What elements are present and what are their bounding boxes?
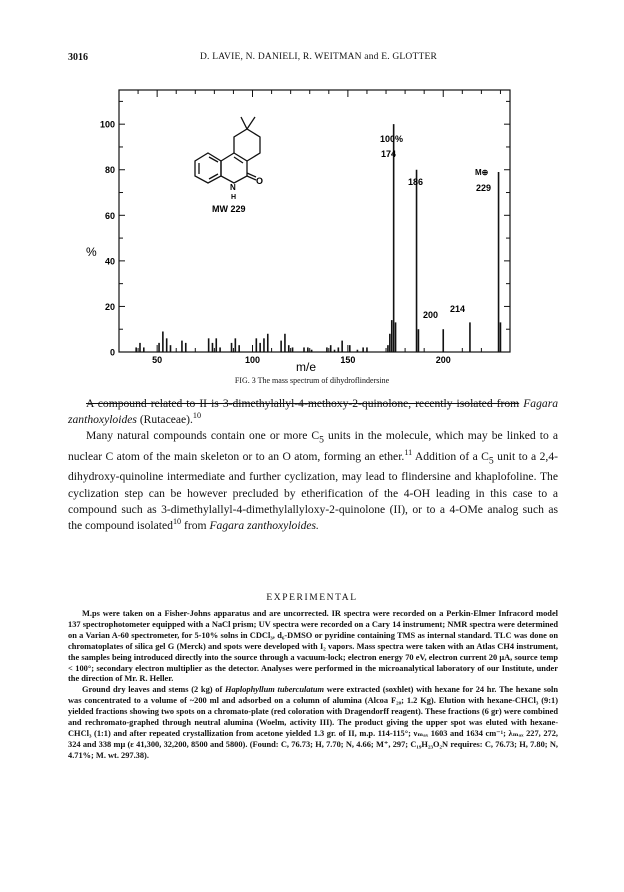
p2-ref2: 10 (172, 517, 182, 527)
y-tick-label: 0 (109, 347, 115, 358)
mass-spectrum-figure (0, 0, 624, 380)
p1-tail: (Rutaceae). (139, 413, 193, 427)
experimental-paragraph-1: M.ps were taken on a Fisher-Johns apparatus and are uncorrected. IR spectra were recorded on a Perkin-Elmer Infracord model 137 spectrophotometer equipped with a NaCl prism; UV spectra were recorded on a Cary 14 instrument; NMR spectra were determined on a Varian A-60 spectrometer, for 5-10% solns in CDCl₃, d₆-DMSO or pyridine containing TMS as internal standard. TLC was done on chromatoplates of silica gel G (Merck) and spots were developed with I₂ vapors. Mass spectra were taken with an Atlas CH4 instrument, the samples being introduced directly into the source through a vacuum-lock; electron energy 70 eV, electron current 20 μA, source temp < 100°; secondary electron multiplier as the detector. Analyses were performed in the microanalytical laboratory of our Institute, under the direction of Mr. R. Heller. (68, 609, 558, 684)
structure-n-label: N (230, 183, 236, 192)
running-head: D. LAVIE, N. DANIELI, R. WEITMAN and E. GLOTTER (200, 52, 438, 62)
x-axis-ticks (138, 90, 500, 365)
y-tick-label: 20 (104, 301, 115, 312)
x-tick-label: 150 (340, 355, 356, 365)
peak-229-ion-label: M⊕ (475, 168, 489, 177)
structure-o-label: O (256, 176, 264, 186)
p2-text-d: unit to a 2,4-dihydroxy-quinoline intermediate and further cyclization, may lead to flindersine and khaplofoline. The cyclization step can be however precluded by etherification of the 4-OH leading in this case to a compound such as 3-dimethylallyl-4-dimethylallyloxy-2-quinolone (II), or to a 4-OMe analog such as the compound isolated (68, 449, 558, 533)
e2-text-a: Ground dry leaves and stems (2 kg) of (82, 685, 223, 695)
p2-sub2: 5 (488, 455, 494, 467)
p1-ref: 10 (192, 411, 202, 421)
y-tick-label: 100 (99, 119, 115, 130)
p2-text-e: from (183, 519, 207, 533)
y-tick-label: 40 (104, 256, 115, 267)
p2-ref: 11 (404, 448, 413, 458)
x-tick-label: 50 (152, 355, 163, 365)
structure-h-label: H (231, 194, 237, 201)
peak-229-label: 229 (476, 183, 492, 193)
body-paragraphs (68, 396, 558, 534)
page-number: 3016 (68, 52, 88, 63)
experimental-text (68, 609, 558, 762)
x-tick-label: 100 (244, 355, 261, 365)
y-axis-ticks (100, 101, 510, 357)
spectrum-bars (136, 124, 500, 352)
y-tick-label: 80 (104, 165, 115, 176)
p2-italic: Fagara zanthoxyloides. (209, 519, 319, 533)
p2-text-c: Addition of a C (414, 449, 489, 463)
peak-214-label: 214 (450, 304, 466, 314)
dihydroflindersine-structure (195, 117, 260, 183)
p2-sub: 5 (319, 434, 324, 446)
p1-text: A compound related to II is 3-dimethylallyl-4-methoxy-2-quinolone, recently isolated from (86, 397, 520, 410)
peak-186-label: 186 (408, 177, 424, 187)
e2-text-b: were extracted (soxhlet) with hexane for 24 hr. The hexane soln was concentrated to a volume of ~200 ml and adsorbed on a column of alumina (Alcoa F₂₀; 1.2 Kg). Elution with hexane-CHCl₃ (9:1) yielded fractions showing two spots on a chromato-plate (red coloration with Dragendorff reagent). These fractions (6 gr) were combined and rechromato-graphed through neutral alumina (Woelm, activity III). The product giving the upper spot was eluted with hexane-CHCl₃ (1:1) and after repeated crystallization from acetone yielded 1.3 gr. of II, m.p. 114-115°; νₘₐₓ 1603 and 1634 cm⁻¹; λₘₐₓ 227, 272, 324 and 338 mμ (ε 41,300, 32,200, 8500 and 5800). (Found: C, 76.73; H, 7.70; N, 4.66; M⁺, 297; C₁₉H₂₃O₂N requires: C, 76.73; H, 7.80; N, 4.71%; M. wt. 297.38). (68, 685, 559, 760)
y-tick-label: 60 (104, 210, 115, 221)
y-axis-label: % (86, 245, 97, 259)
peak-200-label: 200 (423, 310, 439, 320)
x-axis-label: m/e (296, 360, 317, 374)
structure-mw-label: MW 229 (212, 204, 246, 214)
paragraph-2 (68, 428, 558, 534)
paragraph-1 (68, 396, 558, 428)
peak-174-label: 174 (381, 149, 397, 159)
p1-italic: Fagara zanthoxyloides (68, 397, 558, 427)
p2-text-b: units in the molecule, which may be linked to a nuclear C atom of the main skeleton or to an O atom, forming an ether. (68, 429, 558, 463)
experimental-paragraph-2 (68, 685, 558, 761)
figure-caption: FIG. 3 The mass spectrum of dihydroflindersine (234, 376, 390, 385)
section-heading-experimental: EXPERIMENTAL (266, 593, 358, 603)
x-tick-label: 200 (435, 355, 451, 365)
peak-174-percent: 100% (380, 134, 404, 144)
e2-italic: Haplophyllum tuberculatum (224, 685, 325, 695)
p2-text-a: Many natural compounds contain one or more C (86, 429, 320, 443)
